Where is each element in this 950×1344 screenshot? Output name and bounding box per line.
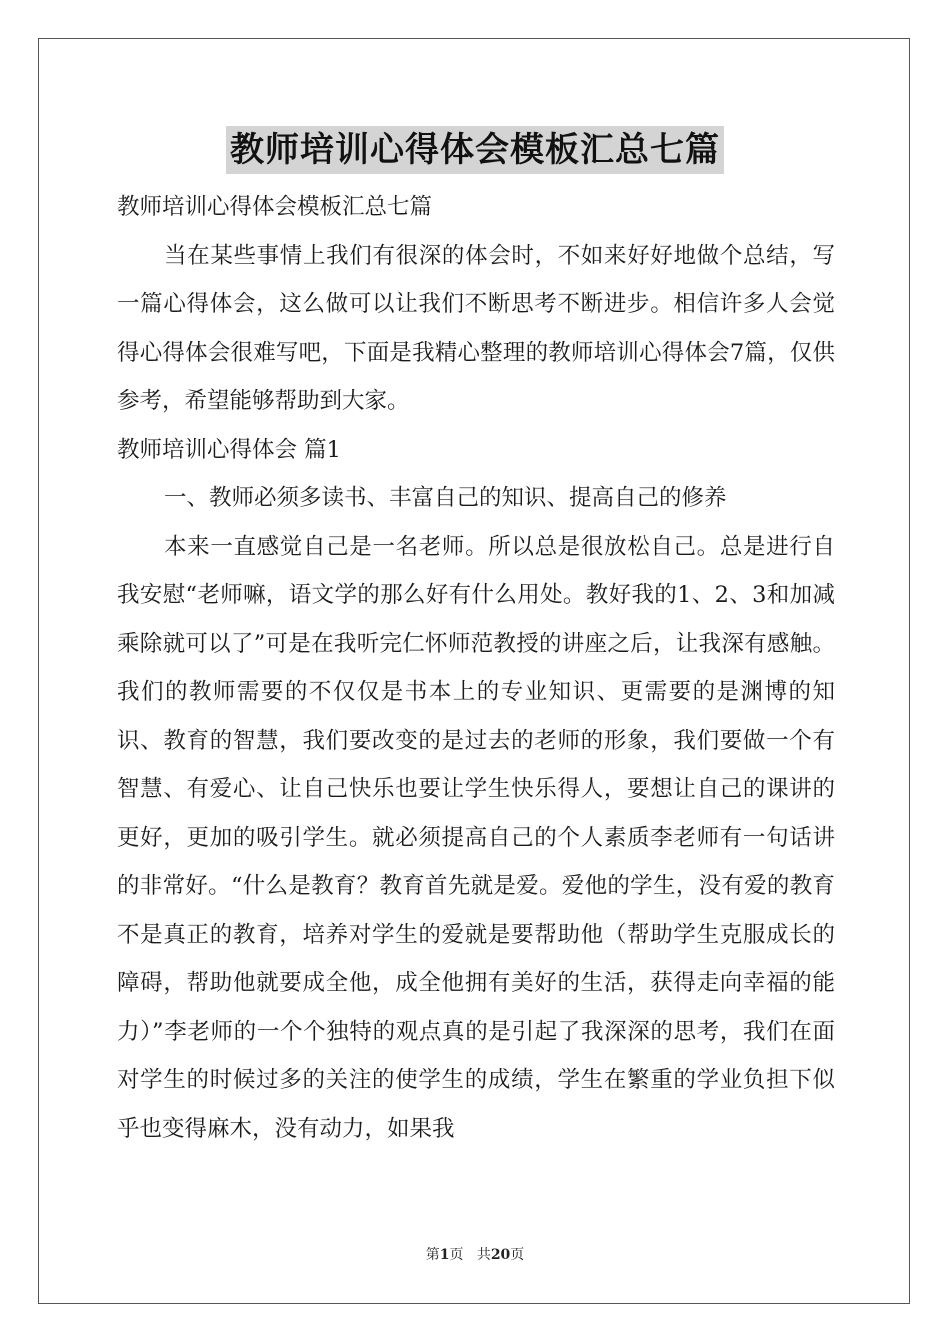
page-footer xyxy=(0,1244,950,1264)
page-number: 1 xyxy=(439,1247,450,1263)
title-container xyxy=(0,126,950,174)
footer-prefix: 第 xyxy=(425,1247,440,1263)
footer-page-unit: 页 xyxy=(449,1247,464,1263)
total-pages: 20 xyxy=(490,1247,511,1263)
section-heading: 教师培训心得体会 篇1 xyxy=(117,436,341,463)
point-heading: 一、教师必须多读书、丰富自己的知识、提高自己的修养 xyxy=(164,485,727,511)
document-title: 教师培训心得体会模板汇总七篇 xyxy=(226,126,724,174)
footer-total-prefix: 共 xyxy=(476,1247,491,1263)
footer-total-unit: 页 xyxy=(510,1247,525,1263)
subtitle-line: 教师培训心得体会模板汇总七篇 xyxy=(117,194,433,220)
intro-paragraph: 当在某些事情上我们有很深的体会时，不如来好好地做个总结，写一篇心得体会，这么做可以让我们不断思考不断进步。相信许多人会觉得心得体会很难写吧，下面是我精心整理的教师培训心得体会7篇，仅供参考，希望能够帮助到大家。 xyxy=(117,242,835,414)
document-body xyxy=(117,183,835,1153)
body-paragraph: 本来一直感觉自己是一名老师。所以总是很放松自己。总是进行自我安慰“老师嘛，语文学的那么好有什么用处。教好我的1、2、3和加减乘除就可以了”可是在我听完仁怀师范教授的讲座之后，让我深有感触。我们的教师需要的不仅仅是书本上的专业知识、更需要的是渊博的知识、教育的智慧，我们要改变的是过去的老师的形象，我们要做一个有智慧、有爱心、让自己快乐也要让学生快乐得人，要想让自己的课讲的更好，更加的吸引学生。就必须提高自己的个人素质李老师有一句话讲的非常好。“什么是教育？教育首先就是爱。爱他的学生，没有爱的教育不是真正的教育，培养对学生的爱就是要帮助他（帮助学生克服成长的障碍，帮助他就要成全他，成全他拥有美好的生活，获得走向幸福的能力）”李老师的一个个独特的观点真的是引起了我深深的思考，我们在面对学生的时候过多的关注的使学生的成绩，学生在繁重的学业负担下似乎也变得麻木，没有动力，如果我 xyxy=(117,533,835,1142)
